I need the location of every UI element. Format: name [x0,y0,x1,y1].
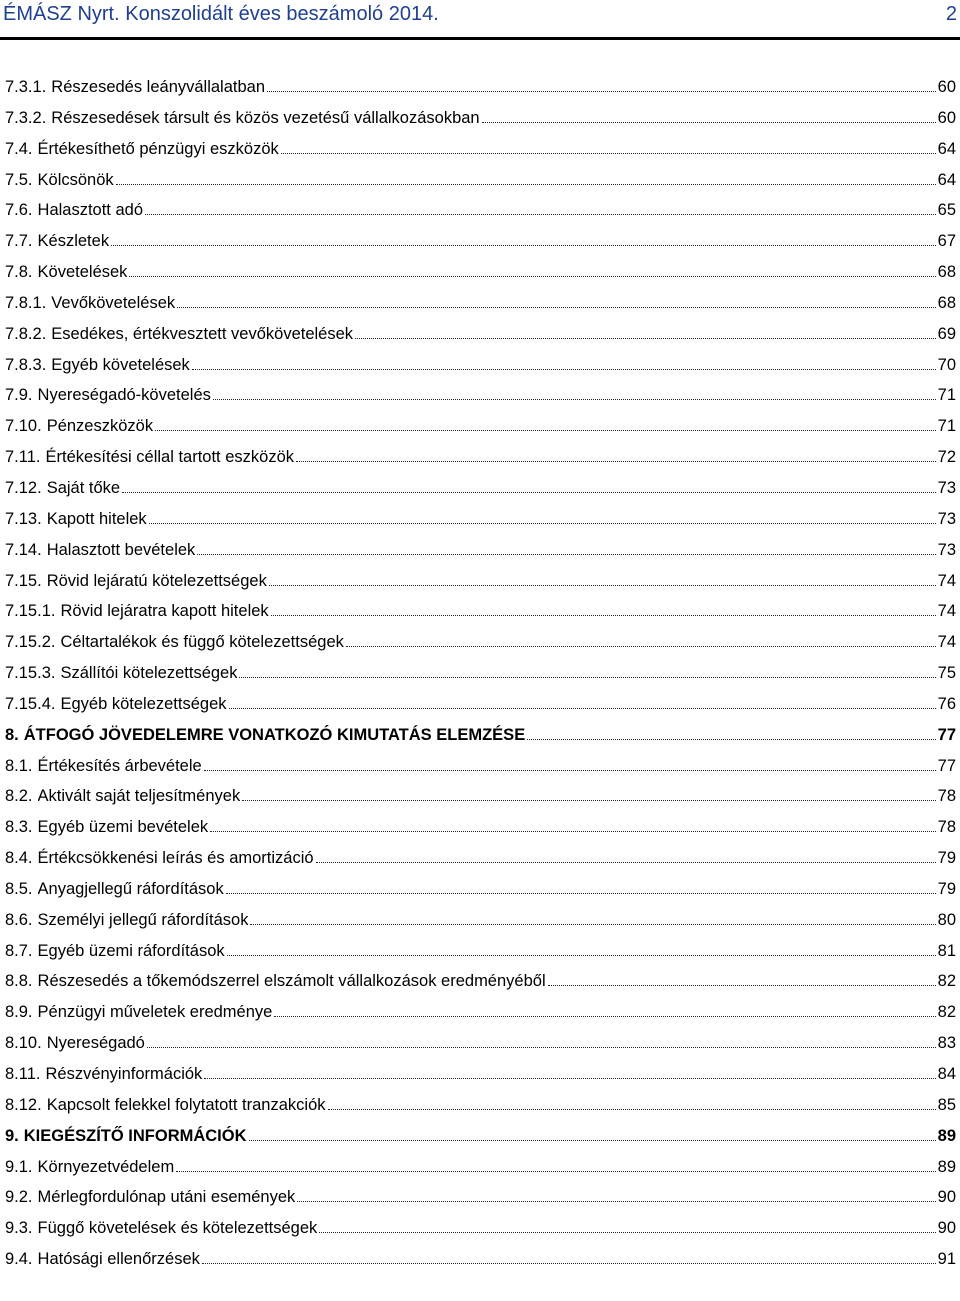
toc-entry-number: 7.10. [5,417,42,436]
toc-entry-page: 60 [937,108,956,127]
toc-entry-title: Kapcsolt felekkel folytatott tranzakciók [46,1095,326,1114]
toc-entry-title: Pénzügyi műveletek eredménye [37,1003,273,1022]
toc-dot-leader [227,940,936,956]
toc-entry-line [5,970,956,991]
toc-entry[interactable] [0,226,960,257]
toc-entry-number: 8.1. [5,756,33,775]
toc-entry-number: 9. [5,1126,19,1145]
toc-entry-title: Kapott hitelek [46,509,147,528]
toc-entry-number: 7.3.2. [5,108,47,127]
toc-entry[interactable] [0,936,960,967]
toc-entry-title: Saját tőke [46,478,121,497]
toc-entry-number: 7.15. [5,571,42,590]
toc-entry-number: 8.10. [5,1034,42,1053]
toc-entry-title: Részvényinformációk [45,1065,203,1083]
toc-entry-line [5,570,956,591]
toc-entry-title: Rövid lejáratra kapott hitelek [60,602,269,621]
toc-entry-number: 7.13. [5,509,42,528]
toc-dot-leader [355,323,936,339]
toc-dot-leader [239,662,935,678]
toc-entry-number: 7.5. [5,170,33,189]
toc-entry-line [5,539,956,560]
toc-entry-number: 7.15.2. [5,633,56,652]
toc-entry[interactable] [0,874,960,905]
toc-entry-number: 7.8.2. [5,324,47,343]
toc-entry[interactable] [0,751,960,782]
toc-entry-line [5,230,956,251]
toc-dot-leader [145,199,936,215]
toc-dot-leader [319,1217,935,1233]
toc-entry-line [5,724,956,745]
toc-dot-leader [116,169,936,185]
toc-dot-leader [527,724,935,740]
toc-entry-title: Egyéb üzemi ráfordítások [37,941,225,960]
toc-entry[interactable] [0,1028,960,1059]
toc-entry-line [5,261,956,282]
toc-entry-title: Értékesítési céllal tartott eszközök [45,448,294,467]
toc-entry-line [5,631,956,652]
toc-entry-line [5,1125,956,1146]
page-number: 2 [945,3,957,25]
toc-entry-number: 8.2. [5,787,33,806]
toc-entry-page: 76 [937,694,956,713]
toc-entry-line [5,169,956,190]
toc-entry-title: Készletek [37,232,110,251]
toc-entry-number: 9.2. [5,1188,33,1207]
toc-dot-leader [281,138,936,154]
toc-entry-line [5,1186,956,1207]
toc-entry[interactable] [0,720,960,751]
toc-dot-leader [149,508,936,524]
toc-entry-page: 64 [937,170,956,189]
toc-entry-number: 9.1. [5,1157,33,1176]
toc-entry[interactable] [0,350,960,381]
toc-entry-line [5,384,956,405]
toc-entry-number: 7.14. [5,540,42,559]
toc-entry[interactable] [0,72,960,103]
toc-dot-leader [226,878,936,894]
toc-entry-number: 7.15.4. [5,694,56,713]
toc-entry[interactable] [0,380,960,411]
toc-entry-page: 89 [937,1126,956,1145]
toc-entry-page: 91 [937,1250,956,1269]
toc-entry-number: 8.5. [5,879,33,898]
toc-entry-page: 85 [937,1095,956,1114]
toc-dot-leader [316,847,936,863]
toc-entry-title: Esedékes, értékvesztett vevőkövetelések [51,324,354,343]
toc-entry-number: 7.6. [5,201,33,220]
toc-dot-leader [177,292,936,308]
toc-entry-line [5,138,956,159]
toc-entry-number: 8.4. [5,849,33,868]
toc-dot-leader [155,415,936,431]
toc-entry-page: 78 [937,818,956,837]
toc-entry-line [5,477,956,498]
toc-entry-page: 71 [937,386,956,405]
toc-entry[interactable] [0,165,960,196]
toc-entry[interactable] [0,1244,960,1275]
toc-entry-page: 74 [937,602,956,621]
toc-entry-title: Környezetvédelem [37,1157,175,1176]
toc-entry-page: 73 [937,540,956,559]
toc-entry-number: 7.7. [5,232,33,251]
toc-entry-title: Nyereségadó-követelés [37,386,211,405]
toc-dot-leader [250,909,935,925]
toc-entry[interactable] [0,195,960,226]
toc-entry[interactable] [0,658,960,689]
toc-entry-title: Anyagjellegű ráfordítások [37,879,224,898]
toc-entry-page: 68 [937,263,956,282]
toc-dot-leader [271,600,936,616]
toc-entry-title: Függő követelések és kötelezettségek [37,1219,318,1238]
toc-entry-line [5,693,956,714]
toc-entry-title: Egyéb követelések [51,355,190,374]
toc-entry-page: 79 [937,849,956,868]
toc-entry[interactable] [0,473,960,504]
toc-entry-number: 8.8. [5,972,33,991]
toc-entry-number: 7.4. [5,139,33,158]
toc-dot-leader [202,1248,936,1264]
table-of-contents [0,72,960,1275]
toc-dot-leader [274,1001,935,1017]
toc-entry-line [5,816,956,837]
toc-entry-title: Követelések [37,263,128,282]
toc-entry-number: 8.12. [5,1095,42,1114]
toc-entry-line [5,323,956,344]
toc-entry[interactable] [0,997,960,1028]
toc-entry-page: 72 [937,448,956,467]
toc-entry-page: 83 [937,1034,956,1053]
toc-entry-page: 73 [937,478,956,497]
toc-dot-leader [204,1063,935,1079]
toc-entry[interactable] [0,103,960,134]
toc-dot-leader [242,785,935,801]
toc-entry-page: 74 [937,571,956,590]
toc-entry[interactable] [0,905,960,936]
toc-entry-title: Értékcsökkenési leírás és amortizáció [37,849,314,868]
toc-entry-line [5,878,956,899]
toc-entry-number: 8.7. [5,941,33,960]
toc-entry-title: Személyi jellegű ráfordítások [37,910,249,929]
toc-dot-leader [346,631,936,647]
toc-entry-line [5,1248,956,1269]
toc-entry[interactable] [0,1090,960,1121]
toc-entry[interactable] [0,596,960,627]
toc-entry-page: 70 [937,355,956,374]
toc-entry-page: 82 [937,972,956,991]
toc-entry-title: Értékesítés árbevétele [37,756,202,775]
toc-entry[interactable] [0,535,960,566]
toc-entry[interactable] [0,288,960,319]
toc-entry-title: Hatósági ellenőrzések [37,1250,200,1269]
toc-entry-number: 9.3. [5,1219,33,1238]
toc-entry[interactable] [0,812,960,843]
toc-entry[interactable] [0,627,960,658]
toc-dot-leader [129,261,935,277]
toc-entry-title: Rövid lejáratú kötelezettségek [46,571,267,590]
toc-entry-title: Halasztott bevételek [46,540,196,559]
toc-entry[interactable] [0,319,960,350]
toc-entry-title: Értékesíthető pénzügyi eszközök [37,139,279,158]
toc-entry-line [5,785,956,806]
toc-entry-line [5,662,956,683]
toc-entry-page: 77 [937,725,956,744]
toc-dot-leader [229,693,936,709]
toc-entry[interactable] [0,843,960,874]
toc-entry[interactable] [0,257,960,288]
toc-entry[interactable] [0,411,960,442]
toc-entry-title: Szállítói kötelezettségek [60,664,238,683]
toc-entry[interactable] [0,689,960,720]
toc-entry-number: 8.9. [5,1003,33,1022]
toc-entry-number: 7.15.1. [5,602,56,621]
toc-entry[interactable] [0,504,960,535]
toc-entry-title: Aktivált saját teljesítmények [37,787,241,806]
toc-entry-page: 82 [937,1003,956,1022]
toc-entry-page: 77 [937,756,956,775]
toc-entry-line [5,292,956,313]
toc-entry-page: 73 [937,509,956,528]
toc-dot-leader [210,816,936,832]
toc-entry-page: 69 [937,324,956,343]
toc-entry[interactable] [0,1121,960,1152]
toc-entry[interactable] [0,1059,960,1090]
toc-entry-line [5,354,956,375]
toc-entry-page: 89 [937,1157,956,1176]
toc-dot-leader [147,1032,936,1048]
toc-entry-page: 80 [937,910,956,929]
toc-entry-line [5,1094,956,1115]
toc-entry-number: 7.3.1. [5,78,47,96]
toc-dot-leader [267,76,936,92]
toc-entry-line [5,1032,956,1053]
toc-entry-line [5,909,956,930]
toc-entry-number: 9.4. [5,1250,33,1269]
toc-entry-title: ÁTFOGÓ JÖVEDELEMRE VONATKOZÓ KIMUTATÁS ELEMZÉSE [23,725,526,744]
toc-entry-page: 64 [937,139,956,158]
toc-entry-number: 8. [5,725,19,744]
toc-entry-line [5,1063,956,1084]
document-title: ÉMÁSZ Nyrt. Konszolidált éves beszámoló 2014. [3,3,439,25]
toc-entry-title: Egyéb üzemi bevételek [37,818,209,837]
toc-entry-line [5,76,956,97]
toc-entry[interactable] [0,442,960,473]
toc-dot-leader [111,230,936,246]
toc-entry[interactable] [0,1213,960,1244]
toc-dot-leader [204,755,936,771]
toc-entry[interactable] [0,966,960,997]
toc-dot-leader [328,1094,936,1110]
toc-entry-page: 68 [937,293,956,312]
toc-entry-title: KIEGÉSZÍTŐ INFORMÁCIÓK [23,1126,247,1145]
toc-entry[interactable] [0,781,960,812]
toc-entry-title: Vevőkövetelések [51,293,176,312]
toc-entry-line [5,199,956,220]
toc-dot-leader [213,384,936,400]
toc-entry-page: 78 [937,787,956,806]
toc-entry-number: 8.3. [5,818,33,837]
toc-entry-title: Nyereségadó [46,1034,145,1053]
toc-entry-line [5,940,956,961]
toc-dot-leader [548,970,936,986]
toc-entry-line [5,508,956,529]
toc-dot-leader [249,1125,936,1141]
toc-entry-number: 7.15.3. [5,664,56,683]
toc-entry-line [5,1156,956,1177]
toc-entry-line [5,755,956,776]
toc-entry-page: 74 [937,633,956,652]
toc-entry-number: 8.11. [5,1065,41,1083]
toc-entry-page: 60 [937,78,956,96]
toc-entry-page: 90 [937,1219,956,1238]
toc-entry-number: 7.8. [5,263,33,282]
toc-dot-leader [176,1156,935,1172]
toc-dot-leader [197,539,935,555]
toc-entry[interactable] [0,134,960,165]
toc-entry-line [5,1001,956,1022]
toc-entry-number: 7.8.1. [5,293,47,312]
toc-entry-line [5,847,956,868]
toc-entry-page: 81 [937,941,956,960]
toc-entry-number: 8.6. [5,910,33,929]
toc-entry-title: Részesedések társult és közös vezetésű vállalkozásokban [51,108,480,127]
toc-dot-leader [269,570,936,586]
toc-dot-leader [192,354,936,370]
toc-entry-title: Részesedés leányvállalatban [51,78,266,96]
toc-entry-number: 7.11. [5,448,41,467]
toc-entry-title: Egyéb kötelezettségek [60,694,227,713]
toc-entry-line [5,446,956,467]
toc-entry-page: 84 [937,1065,956,1083]
toc-entry-page: 90 [937,1188,956,1207]
toc-entry[interactable] [0,1152,960,1183]
toc-entry-line [5,1217,956,1238]
toc-entry-line [5,600,956,621]
toc-entry-page: 67 [937,232,956,251]
toc-dot-leader [297,1186,935,1202]
toc-entry-line [5,415,956,436]
toc-entry-line [5,107,956,128]
toc-entry-title: Halasztott adó [37,201,144,220]
toc-entry-page: 71 [937,417,956,436]
toc-entry[interactable] [0,1182,960,1213]
toc-entry-page: 79 [937,879,956,898]
toc-dot-leader [122,477,936,493]
toc-entry-title: Pénzeszközök [46,417,154,436]
toc-entry-page: 75 [937,664,956,683]
toc-dot-leader [296,446,936,462]
page-header [0,0,960,40]
toc-entry[interactable] [0,566,960,597]
toc-entry-title: Mérlegfordulónap utáni események [37,1188,296,1207]
toc-entry-title: Kölcsönök [37,170,114,189]
toc-entry-title: Részesedés a tőkemódszerrel elszámolt vállalkozások eredményéből [37,972,546,991]
toc-entry-number: 7.12. [5,478,42,497]
toc-entry-title: Céltartalékok és függő kötelezettségek [60,633,344,652]
toc-dot-leader [482,107,936,123]
toc-entry-number: 7.8.3. [5,355,47,374]
toc-entry-page: 65 [937,201,956,220]
toc-entry-number: 7.9. [5,386,33,405]
